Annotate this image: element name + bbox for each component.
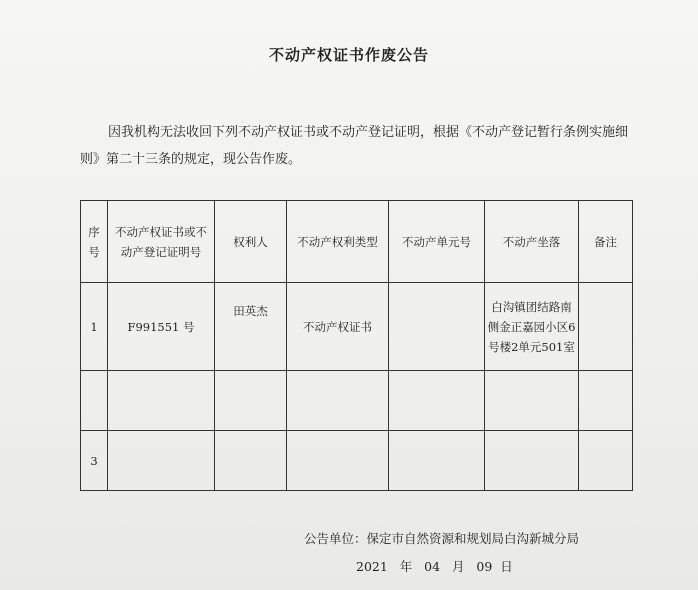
cell-cert-no	[108, 431, 215, 491]
cell-right-type	[287, 371, 389, 431]
cell-holder: 田英杰	[215, 283, 287, 371]
cell-unit-no	[389, 431, 485, 491]
issue-date: 2021 年 04 月 09 日	[356, 559, 513, 574]
cell-location	[485, 371, 579, 431]
table-header-row	[81, 201, 633, 283]
cell-right-type	[287, 431, 389, 491]
header-right-type: 不动产权利类型	[287, 201, 389, 283]
cell-remark	[579, 431, 633, 491]
cell-index: 1	[81, 283, 108, 371]
header-remark: 备注	[579, 201, 633, 283]
cell-unit-no	[389, 283, 485, 371]
table-row	[81, 283, 633, 371]
cell-cert-no	[108, 371, 215, 431]
cell-remark	[579, 283, 633, 371]
page-title: 不动产权证书作废公告	[268, 46, 429, 64]
table-row	[81, 431, 633, 491]
header-location: 不动产坐落	[485, 201, 579, 283]
cell-holder	[215, 431, 287, 491]
cell-holder	[215, 371, 287, 431]
cell-cert-no: F991551 号	[108, 283, 215, 371]
issuing-unit: 公告单位：保定市自然资源和规划局白沟新城分局	[304, 531, 580, 546]
header-unit-no: 不动产单元号	[389, 201, 485, 283]
cell-location: 白沟镇团结路南侧金正嘉园小区6号楼2单元501室	[485, 283, 579, 371]
cell-right-type: 不动产权证书	[287, 283, 389, 371]
notice-table	[80, 200, 633, 491]
cell-index	[81, 371, 108, 431]
header-index: 序号	[81, 201, 108, 283]
intro-paragraph: 因我机构无法收回下列不动产权证书或不动产登记证明，根据《不动产登记暂行条例实施细则》第二十三条的规定，现公告作废。	[80, 125, 629, 167]
cell-remark	[579, 371, 633, 431]
header-holder: 权利人	[215, 201, 287, 283]
table-row	[81, 371, 633, 431]
cell-unit-no	[389, 371, 485, 431]
cell-location	[485, 431, 579, 491]
header-cert-no: 不动产权证书或不动产登记证明号	[108, 201, 215, 283]
cell-index: 3	[81, 431, 108, 491]
